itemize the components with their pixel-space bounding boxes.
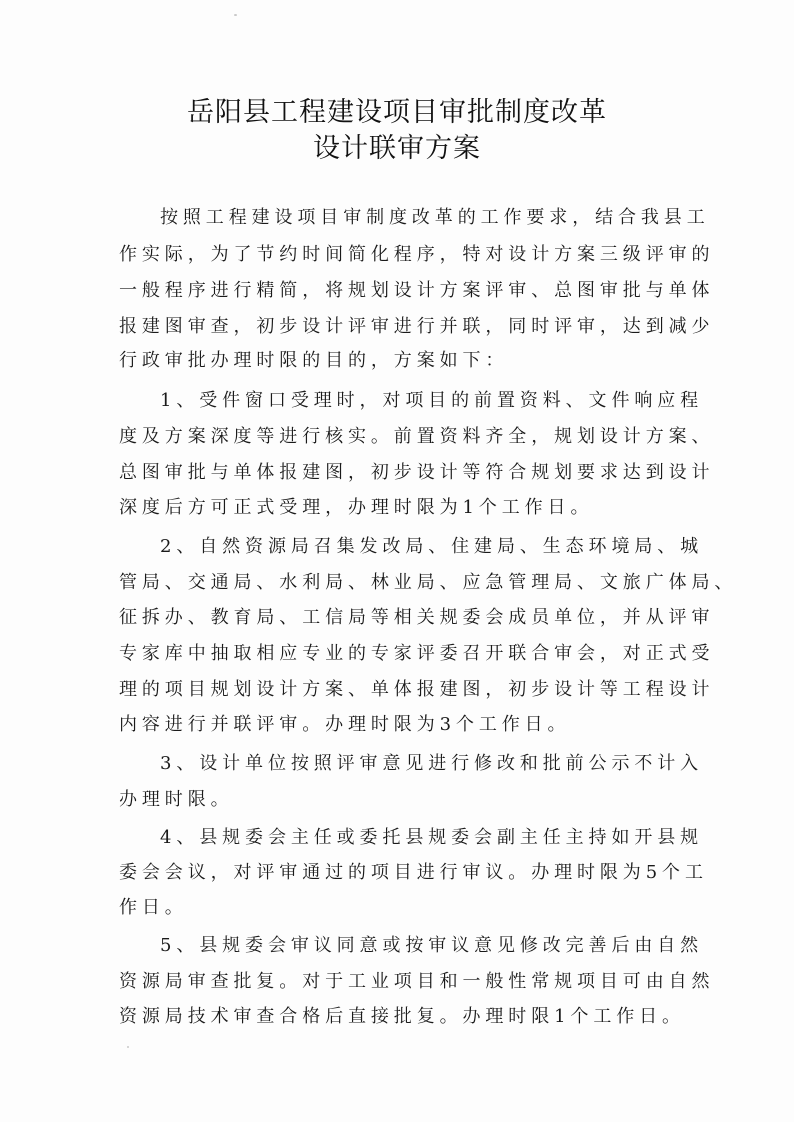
paragraph-line: 办理时限。: [119, 789, 234, 810]
paragraph-line: 资源局审查批复。对于工业项目和一般性常规项目可由自然: [119, 971, 715, 992]
paragraph-line: 行政审批办理时限的目的，方案如下：: [119, 350, 509, 371]
paragraph-line: 深度后方可正式受理，办理时限为1个工作日。: [119, 497, 594, 518]
paragraph-line: 一般程序进行精简，将规划设计方案评审、总图审批与单体: [119, 280, 715, 301]
paragraph-line: 作日。: [119, 897, 188, 918]
title-line-1: 岳阳县工程建设项目审批制度改革: [187, 97, 607, 128]
paragraph-line: 4、县规委会主任或委托县规委会副主任主持如开县规: [160, 827, 704, 848]
paragraph-line: 理的项目规划设计方案、单体报建图，初步设计等工程设计: [119, 679, 715, 700]
paragraph-line: 作实际，为了节约时间简化程序，特对设计方案三级评审的: [119, 244, 715, 265]
paragraph-line: 征拆办、教育局、工信局等相关规委会成员单位，并从评审: [119, 607, 715, 628]
paragraph-line: 按照工程建设项目审制度改革的工作要求，结合我县工: [160, 207, 710, 228]
paragraph-line: 专家库中抽取相应专业的专家评委召开联合审会，对正式受: [119, 643, 715, 664]
paragraph-line: 总图审批与单体报建图，初步设计等符合规划要求达到设计: [119, 462, 715, 483]
paragraph-line: 1、受件窗口受理时，对项目的前置资料、文件响应程: [160, 390, 704, 411]
paragraph-line: 管局、交通局、水利局、林业局、应急管理局、文旅广体局、: [119, 572, 738, 593]
paragraph-line: 度及方案深度等进行核实。前置资料齐全，规划设计方案、: [119, 426, 715, 447]
paragraph-line: 3、设计单位按照评审意见进行修改和批前公示不计入: [160, 753, 704, 774]
scan-speck: [234, 14, 237, 16]
paragraph-line: 2、自然资源局召集发改局、住建局、生态环境局、城: [160, 536, 704, 557]
paragraph-line: 资源局技术审查合格后直接批复。办理时限1个工作日。: [119, 1006, 685, 1027]
paragraph-line: 报建图审查，初步设计评审进行并联，同时评审，达到减少: [119, 316, 715, 337]
paragraph-line: 5、县规委会审议同意或按审议意见修改完善后由自然: [160, 935, 704, 956]
title-line-2: 设计联审方案: [313, 133, 481, 164]
paragraph-line: 内容进行并联评审。办理时限为3个工作日。: [119, 714, 571, 735]
paragraph-line: 委会会议，对评审通过的项目进行审议。办理时限为5个工: [119, 862, 708, 883]
scan-speck: [127, 1046, 129, 1048]
